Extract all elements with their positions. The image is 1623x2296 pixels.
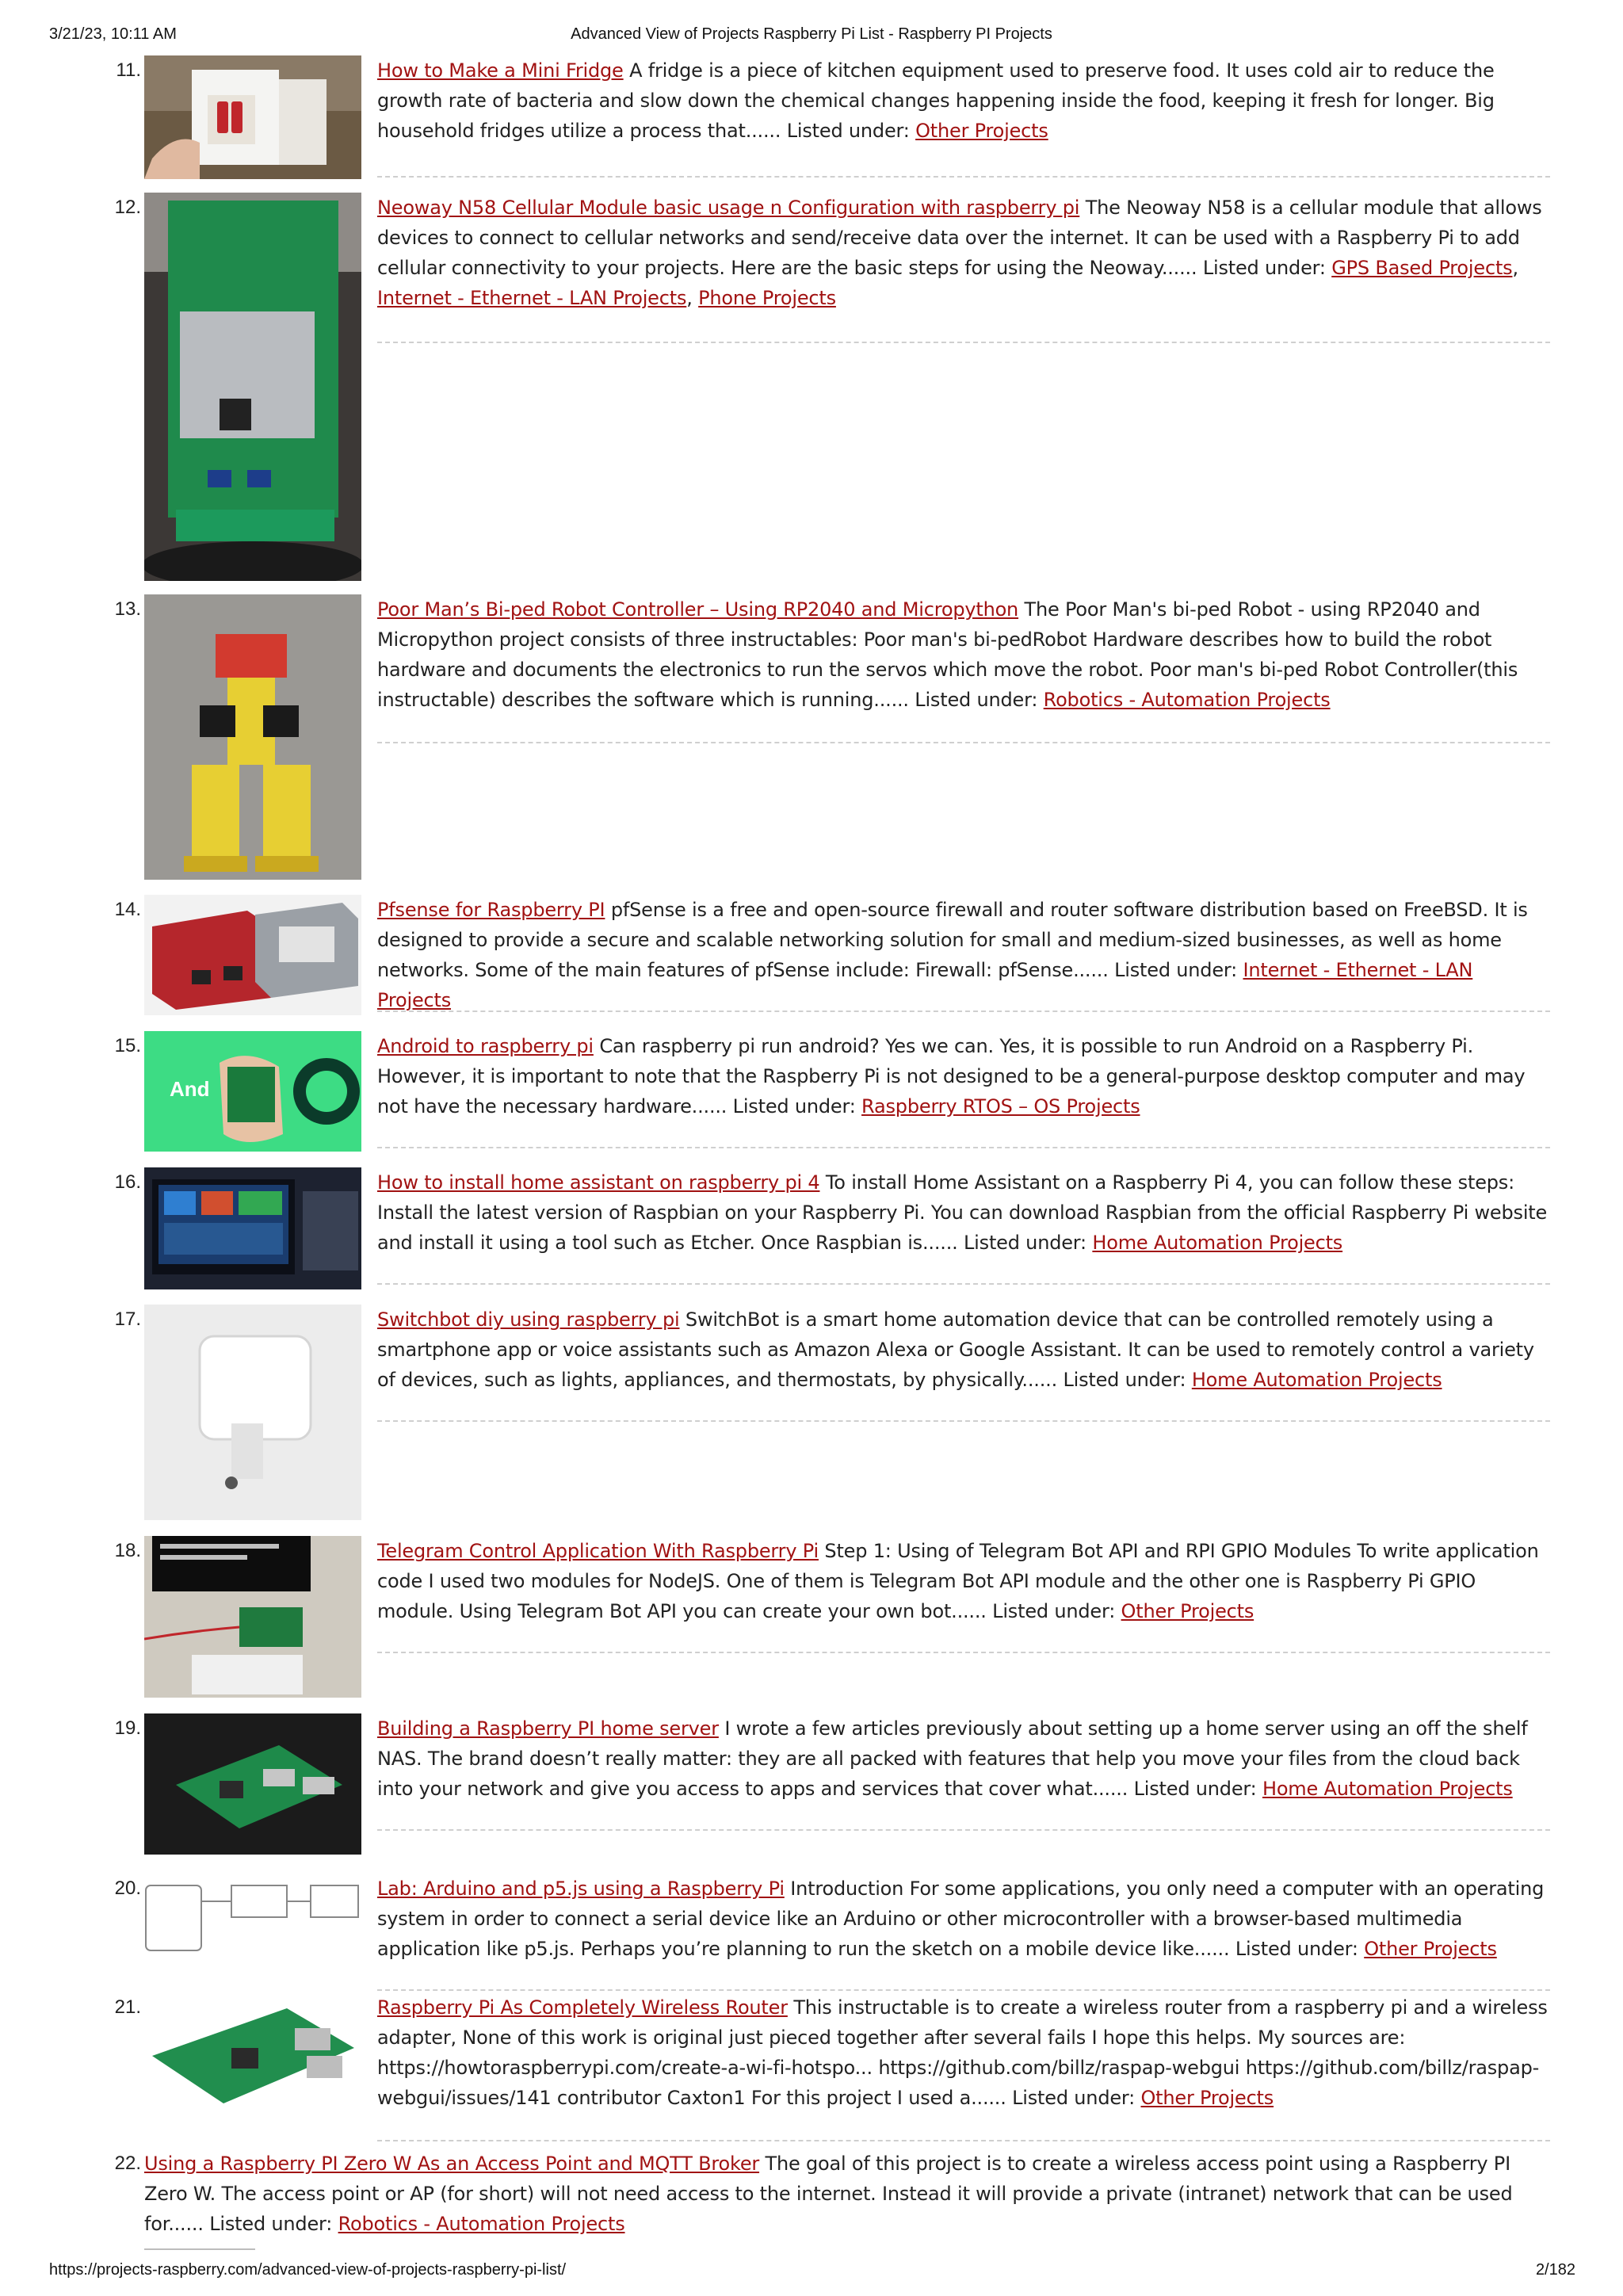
- item-text: [377, 594, 1550, 715]
- item-divider: [377, 1147, 1550, 1148]
- item-divider: [377, 1829, 1550, 1831]
- item-divider: [377, 176, 1550, 178]
- category-link[interactable]: Other Projects: [1364, 1938, 1497, 1960]
- item-text: [377, 1874, 1550, 1964]
- item-text: [377, 895, 1550, 1015]
- category-link[interactable]: Internet - Ethernet - LAN Projects: [377, 959, 1473, 1011]
- item-description: The Poor Man's bi-ped Robot - using RP2040 and Micropython project consists of three instructables: Poor man's bi-pedRobot Hardware describes how to build the robot hardware and documents the electronics to run the servos which move the robot. Poor man's bi-ped Robot Controller(this instructable) describes the software which is running......: [377, 598, 1518, 711]
- item-number: 15.: [114, 1035, 141, 1056]
- item-number: 11.: [116, 59, 141, 81]
- item-number: 21.: [114, 1996, 141, 2018]
- project-thumbnail[interactable]: [144, 55, 361, 179]
- item-number: 13.: [114, 598, 141, 620]
- item-description: To install Home Assistant on a Raspberry Pi 4, you can follow these steps: Install the latest version of Raspbian on your Raspberry Pi. You can download Raspbian from the official Raspberry Pi website and install it using a tool such as Etcher. Once Raspbian is......: [377, 1171, 1548, 1254]
- list-item: [103, 1992, 1549, 2143]
- listed-under-label: Listed under:: [1012, 2087, 1136, 2109]
- telegram-rpi-image: [144, 1536, 361, 1698]
- item-title-link[interactable]: Telegram Control Application With Raspberry Pi: [377, 1540, 819, 1562]
- item-description: A fridge is a piece of kitchen equipment used to preserve food. It uses cold air to reduce the growth rate of bacteria and slow down the chemical changes happening inside the food, keeping it fresh for longer. Big household fridges utilize a process that......: [377, 59, 1495, 142]
- item-divider: [377, 742, 1550, 743]
- item-description: I wrote a few articles previously about setting up a home server using an off the shelf NAS. The brand doesn’t really matter: they are all packed with features that help you move your files from the cloud back into your network and give you access to apps and services that cover what......: [377, 1717, 1528, 1800]
- item-title-link[interactable]: Lab: Arduino and p5.js using a Raspberry Pi: [377, 1878, 785, 1900]
- item-number: 12.: [114, 197, 141, 218]
- category-link[interactable]: Other Projects: [915, 120, 1048, 142]
- list-item: [103, 1536, 1549, 1702]
- item-description: Can raspberry pi run android? Yes we can. Yes, it is possible to run Android on a Raspberry Pi. However, it is important to note that the Raspberry Pi is not designed to be a general-purpose desktop computer and may not have the necessary hardware......: [377, 1035, 1526, 1117]
- item-text: [377, 1305, 1550, 1395]
- item-title-link[interactable]: Switchbot diy using raspberry pi: [377, 1308, 680, 1331]
- project-thumbnail[interactable]: [144, 1713, 361, 1855]
- project-thumbnail[interactable]: [144, 1305, 361, 1520]
- page-url: https://projects-raspberry.com/advanced-view-of-projects-raspberry-pi-list/: [49, 2261, 567, 2279]
- item-divider: [377, 2140, 1550, 2141]
- list-item: [103, 895, 1549, 1022]
- item-title-link[interactable]: Poor Man’s Bi-ped Robot Controller – Using RP2040 and Micropython: [377, 598, 1019, 621]
- page-number: 2/182: [1535, 2261, 1575, 2279]
- project-thumbnail[interactable]: [144, 895, 361, 1015]
- item-description: This instructable is to create a wireless router from a raspberry pi and a wireless adapter, None of this work is original just pieced together after several fails I hope this helps. My sources are: https://howtoraspberrypi.com/create-a-wi-fi-hotspo... https://github.com/billz/raspap-webgui https://github.com/billz/raspap-webgui/issues/141 contributor Caxton1 For this project I used a......: [377, 1996, 1548, 2109]
- list-item: [103, 1713, 1549, 1860]
- item-title-link[interactable]: Pfsense for Raspberry PI: [377, 899, 605, 921]
- listed-under-label: Listed under:: [1114, 959, 1238, 981]
- item-title-link[interactable]: Neoway N58 Cellular Module basic usage n Configuration with raspberry pi: [377, 197, 1080, 219]
- item-number: 22.: [114, 2153, 141, 2174]
- item-text: Neoway N58 Cellular Module basic usage n Configuration with raspberry pi The Neoway N58 is a cellular module that allows devices to connect to cellular networks and send/receive data over the internet. It can be used with a Raspberry Pi to add cellular connectivity to your projects. Here are the basic steps for using the Neoway...... Listed under: GPS Based Projects, Internet - Ethernet - LAN Projects, Phone Projects: [377, 197, 1542, 309]
- listed-under-label: Listed under:: [964, 1232, 1086, 1254]
- category-link[interactable]: Other Projects: [1140, 2087, 1274, 2109]
- item-text: [144, 2149, 1550, 2239]
- project-thumbnail[interactable]: [144, 1031, 361, 1152]
- listed-under-label: Listed under:: [1235, 1938, 1358, 1960]
- listed-under-label: Listed under:: [1063, 1369, 1186, 1391]
- listed-under-label: Listed under:: [1202, 257, 1326, 279]
- biped-robot-image: [144, 594, 361, 880]
- list-item: [103, 1031, 1549, 1158]
- item-description: Step 1: Using of Telegram Bot API and RPI GPIO Modules To write application code I used two modules for NodeJS. One of them is Telegram Bot API module and the other one is Raspberry Pi GPIO module. Using Telegram Bot API you can create your own bot......: [377, 1540, 1539, 1622]
- item-divider: [377, 1010, 1550, 1012]
- project-thumbnail[interactable]: [144, 594, 361, 880]
- router-case-image: [144, 895, 361, 1015]
- listed-under-label: Listed under:: [992, 1600, 1116, 1622]
- item-title-link[interactable]: Using a Raspberry PI Zero W As an Access Point and MQTT Broker: [144, 2153, 760, 2175]
- android-text: And: [170, 1077, 210, 1101]
- print-date: 3/21/23, 10:11 AM: [49, 25, 177, 43]
- category-link[interactable]: Phone Projects: [698, 287, 836, 309]
- listed-under-label: Listed under:: [915, 689, 1038, 711]
- item-text: [377, 1713, 1550, 1804]
- item-divider: [377, 342, 1550, 343]
- item-text: [377, 55, 1550, 146]
- category-link[interactable]: GPS Based Projects: [1331, 257, 1513, 279]
- item-number: 14.: [114, 899, 141, 920]
- item-title-link[interactable]: Raspberry Pi As Completely Wireless Router: [377, 1996, 788, 2019]
- list-item: [103, 1305, 1549, 1526]
- item-divider: [377, 1989, 1550, 1991]
- list-item: [103, 2149, 1549, 2252]
- listed-under-label: Listed under:: [732, 1095, 856, 1117]
- item-description: Introduction For some applications, you only need a computer with an operating system in order to connect a serial device like an Arduino or other microcontroller with a browser-based multimedia application like p5.js. Perhaps you’re planning to run the sketch on a mobile device like......: [377, 1878, 1545, 1960]
- list-item: [103, 193, 1549, 589]
- item-divider: [377, 1283, 1550, 1285]
- item-title-link[interactable]: Android to raspberry pi: [377, 1035, 594, 1057]
- category-link[interactable]: Robotics - Automation Projects: [338, 2213, 625, 2235]
- list-item: [103, 594, 1549, 884]
- listed-under-label: Listed under:: [1133, 1778, 1257, 1800]
- category-link[interactable]: Robotics - Automation Projects: [1043, 689, 1331, 711]
- item-number: 20.: [114, 1878, 141, 1899]
- item-description: The goal of this project is to create a wireless access point using a Raspberry PI Zero W. The access point or AP (for short) will not need access to the internet. Instead it will provide a private (intranet) network that can be used for......: [144, 2153, 1513, 2235]
- category-link[interactable]: Internet - Ethernet - LAN Projects: [377, 287, 687, 309]
- category-link[interactable]: Home Automation Projects: [1191, 1369, 1442, 1391]
- item-number: 18.: [114, 1540, 141, 1561]
- project-thumbnail[interactable]: [144, 1874, 361, 1953]
- item-title-link[interactable]: Building a Raspberry PI home server: [377, 1717, 719, 1740]
- item-title-link[interactable]: How to Make a Mini Fridge: [377, 59, 624, 82]
- raspberry-pi-board-image: [144, 1713, 361, 1855]
- project-thumbnail[interactable]: [144, 193, 361, 581]
- mini-fridge-image: [144, 55, 361, 179]
- project-thumbnail[interactable]: [144, 1167, 361, 1289]
- item-text: [377, 1992, 1550, 2113]
- item-divider: [144, 2248, 255, 2250]
- project-thumbnail[interactable]: [144, 1536, 361, 1698]
- print-title: Advanced View of Projects Raspberry Pi List - Raspberry PI Projects: [571, 25, 1052, 43]
- project-thumbnail[interactable]: [144, 1992, 361, 2119]
- item-divider: [377, 1652, 1550, 1653]
- category-link[interactable]: Other Projects: [1121, 1600, 1254, 1622]
- cellular-module-image: [144, 193, 361, 581]
- item-text: [377, 1167, 1550, 1258]
- item-number: 19.: [114, 1717, 141, 1739]
- list-item: [103, 1167, 1549, 1294]
- system-diagram-image: [144, 1874, 361, 1953]
- item-number: 17.: [114, 1308, 141, 1330]
- category-link[interactable]: Home Automation Projects: [1262, 1778, 1513, 1800]
- category-link[interactable]: Raspberry RTOS – OS Projects: [861, 1095, 1140, 1117]
- item-title-link[interactable]: How to install home assistant on raspberry pi 4: [377, 1171, 820, 1194]
- home-assistant-screen-image: [144, 1167, 361, 1289]
- item-description: The Neoway N58 is a cellular module that allows devices to connect to cellular networks and send/receive data over the internet. It can be used with a Raspberry Pi to add cellular connectivity to your projects. Here are the basic steps for using the Neoway......: [377, 197, 1542, 279]
- item-description: SwitchBot is a smart home automation device that can be controlled remotely using a smartphone app or voice assistants such as Amazon Alexa or Google Assistant. It can be used to remotely control a variety of devices, such as lights, appliances, and thermostats, by physically......: [377, 1308, 1534, 1391]
- list-item: [103, 55, 1549, 182]
- raspberry-pi-router-image: [144, 1992, 361, 2119]
- listed-under-label: Listed under:: [786, 120, 910, 142]
- switchbot-image: [144, 1305, 361, 1520]
- category-link[interactable]: Home Automation Projects: [1092, 1232, 1343, 1254]
- item-text: [377, 1536, 1550, 1626]
- item-text: [377, 1031, 1550, 1121]
- listed-under-label: Listed under:: [209, 2213, 333, 2235]
- item-number: 16.: [114, 1171, 141, 1193]
- list-item: [103, 1874, 1549, 1992]
- item-divider: [377, 1420, 1550, 1422]
- item-description: pfSense is a free and open-source firewall and router software distribution based on FreeBSD. It is designed to provide a secure and scalable networking solution for small and medium-sized businesses, as well as home networks. Some of the main features of pfSense include: Firewall: pfSense......: [377, 899, 1528, 981]
